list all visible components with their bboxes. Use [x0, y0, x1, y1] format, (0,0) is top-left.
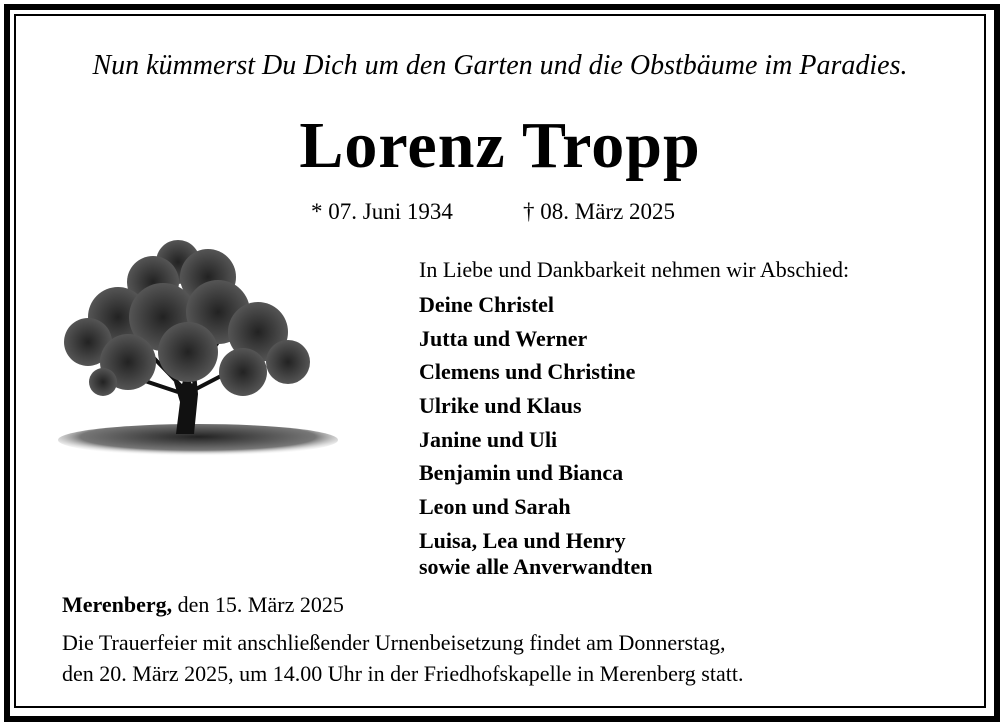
mourner-entry: Leon und Sarah	[419, 494, 571, 520]
mourner-entry: Ulrike und Klaus	[419, 393, 582, 419]
birth-date: * 07. Juni 1934	[311, 199, 453, 224]
death-date: † 08. März 2025	[523, 199, 676, 224]
mourner-entry: Janine und Uli	[419, 426, 558, 452]
farewell-intro: In Liebe und Dankbarkeit nehmen wir Abschied:	[419, 257, 850, 282]
relatives-line: sowie alle Anverwandten	[419, 554, 653, 579]
mourner-entry: Deine Christel	[419, 292, 555, 317]
funeral-line-1: Die Trauerfeier mit anschließender Urnenbeisetzung findet am Donnerstag,	[62, 630, 726, 655]
tree-image	[58, 222, 338, 474]
mourner-entry: Jutta und Werner	[419, 325, 588, 351]
notice-date: den 15. März 2025	[172, 592, 344, 617]
funeral-line-2: den 20. März 2025, um 14.00 Uhr in der Friedhofskapelle in Merenberg statt.	[62, 661, 744, 686]
mourner-entry: Luisa, Lea und Henry	[419, 527, 626, 553]
motto-text: Nun kümmerst Du Dich um den Garten und die Obstbäume im Paradies.	[92, 50, 908, 81]
funeral-info	[62, 627, 743, 689]
place-name: Merenberg,	[62, 592, 173, 617]
mourner-entry: Benjamin und Bianca	[419, 460, 624, 486]
deceased-name: Lorenz Tropp	[299, 109, 701, 182]
mourners-list	[419, 288, 635, 558]
place-date-line	[62, 592, 344, 618]
mourner-entry: Clemens und Christine	[419, 359, 636, 385]
